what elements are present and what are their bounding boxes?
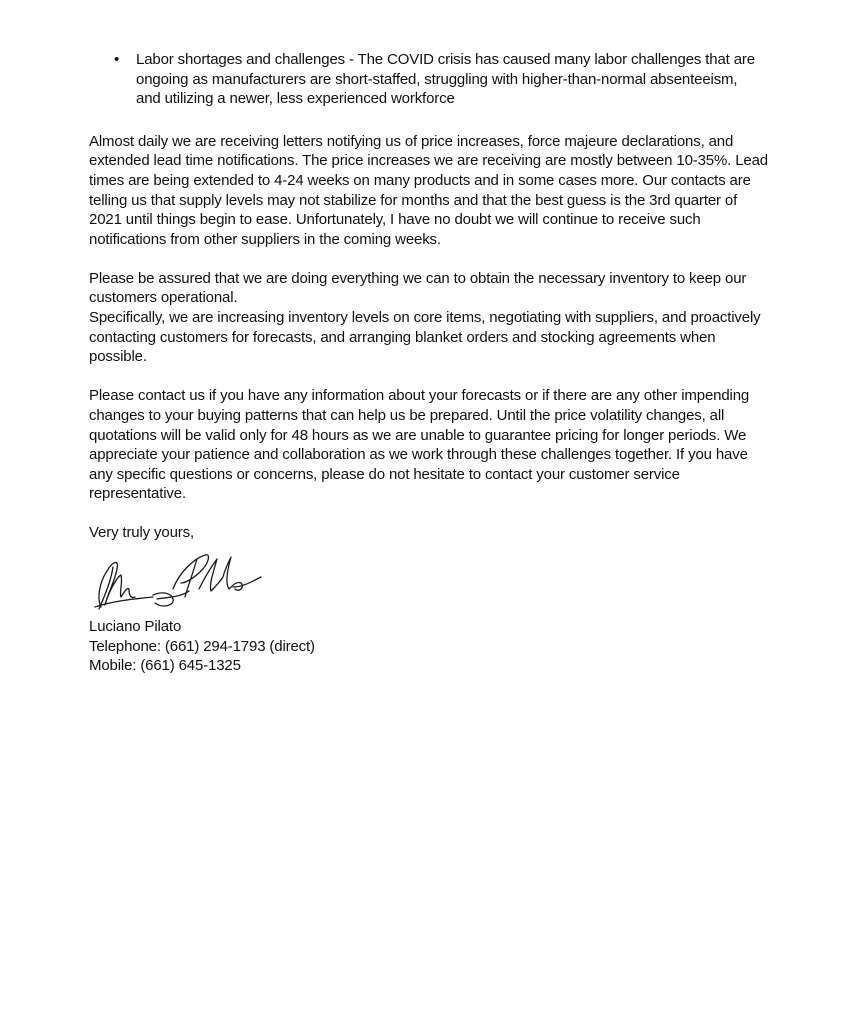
assurance-paragraph: Please be assured that we are doing everything we can to obtain the necessary inventory to keep our customers operational. xyxy=(89,269,747,307)
specifics-paragraph: Specifically, we are increasing inventory levels on core items, negotiating with suppliers, and proactively contacting customers for forecasts, and arranging blanket orders and stocking agreements when possible. xyxy=(89,309,761,366)
bullet-text: Labor shortages and challenges - The COVID crisis has caused many labor challenges that are ongoing as manufacturers are short-staffed, struggling with higher-than-normal absenteeism, and utilizing a newer, less experienced workforce xyxy=(136,51,755,108)
signer-block xyxy=(89,617,769,676)
contact-request-paragraph: Please contact us if you have any information about your forecasts or if there are any other impending changes to your buying patterns that can help us be prepared. Until the price volatility changes, all quotations will be valid only for 48 hours as we are unable to guarantee pricing for longer periods. We appreciate your patience and collaboration as we work through these challenges together. If you have any specific questions or concerns, please do not hesitate to contact your customer service representative. xyxy=(89,387,750,503)
bullet-list xyxy=(89,50,769,109)
list-item xyxy=(89,50,756,109)
notifications-paragraph: Almost daily we are receiving letters notifying us of price increases, force majeure declarations, and extended lead time notifications. The price increases we are receiving are mostly between 10-35%. Lead times are being extended to 4-24 weeks on many products and in some cases more. Our contacts are telling us that supply levels may not stabilize for months and that the best guess is the 3rd quarter of 2021 until things begin to ease. Unfortunately, I have no doubt we will continue to receive such notifications from other suppliers in the coming weeks. xyxy=(89,132,768,248)
closing-salutation: Very truly yours, xyxy=(89,524,194,542)
signer-name: Luciano Pilato xyxy=(89,617,182,635)
signer-mobile: Mobile: (661) 645-1325 xyxy=(89,657,241,675)
signer-telephone: Telephone: (661) 294-1793 (direct) xyxy=(89,637,315,655)
signature-image xyxy=(93,547,273,617)
letter-page xyxy=(89,50,769,676)
bullet-marker: • xyxy=(114,51,120,68)
